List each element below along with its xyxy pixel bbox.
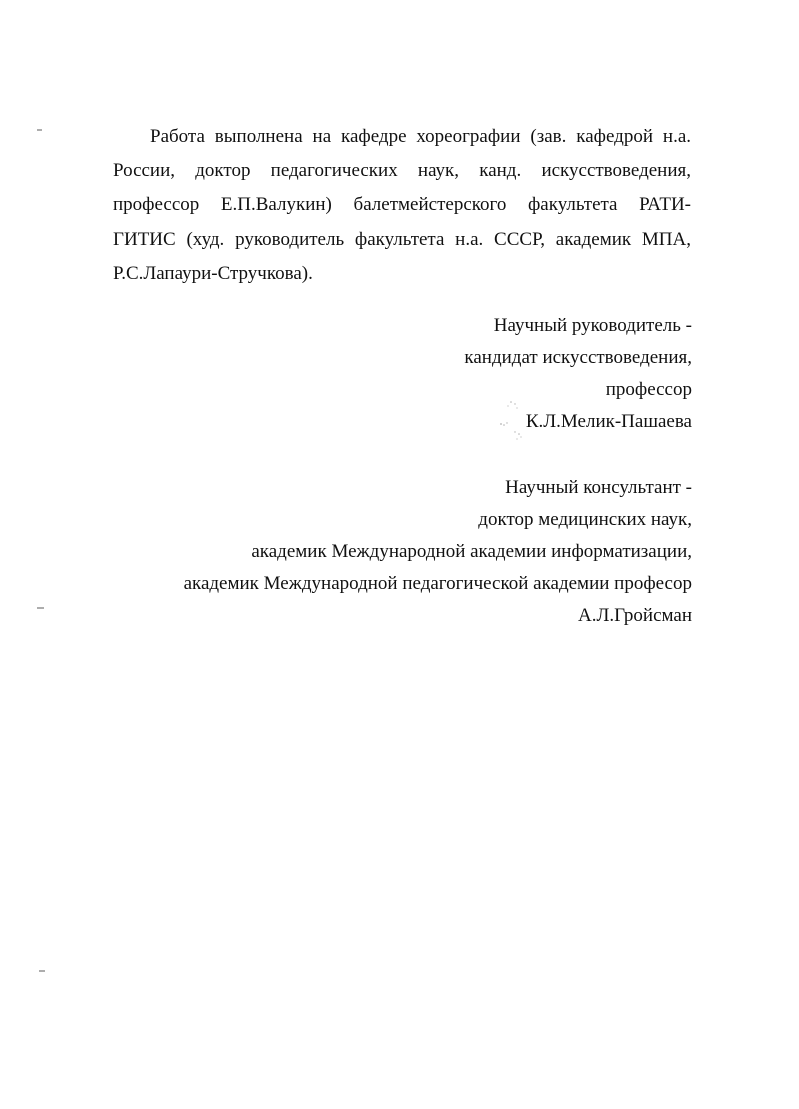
intro-paragraph xyxy=(113,120,691,291)
intro-line: профессор Е.П.Валукин) балетмейстерского факультета РАТИ- xyxy=(113,194,691,216)
scan-speck xyxy=(39,970,45,972)
intro-line: Р.С.Лапаури-Стручкова). xyxy=(113,262,313,284)
consultant-affiliation-2: академик Международной педагогической академии професор xyxy=(183,573,692,594)
consultant-name: А.Л.Гройсман xyxy=(578,605,692,626)
consultant-role: Научный консультант - xyxy=(505,477,692,498)
signature-mark xyxy=(497,398,527,446)
supervisor-degree: кандидат искусствоведения, xyxy=(464,347,692,368)
supervisor-name: К.Л.Мелик-Пашаева xyxy=(525,411,692,432)
intro-line: России, доктор педагогических наук, канд. искусствоведения, xyxy=(113,160,691,182)
supervisor-role: Научный руководитель - xyxy=(493,315,692,336)
supervisor-title: профессор xyxy=(605,379,692,400)
consultant-block xyxy=(132,472,692,632)
consultant-affiliation-1: академик Международной академии информатизации, xyxy=(251,541,692,562)
supervisor-block xyxy=(132,310,692,438)
intro-line: ГИТИС (худ. руководитель факультета н.а. СССР, академик МПА, xyxy=(113,228,691,250)
consultant-degree: доктор медицинских наук, xyxy=(478,509,692,530)
intro-line: Работа выполнена на кафедре хореографии (зав. кафедрой н.а. xyxy=(150,126,691,147)
scan-speck xyxy=(37,129,42,131)
scan-speck xyxy=(37,607,44,609)
